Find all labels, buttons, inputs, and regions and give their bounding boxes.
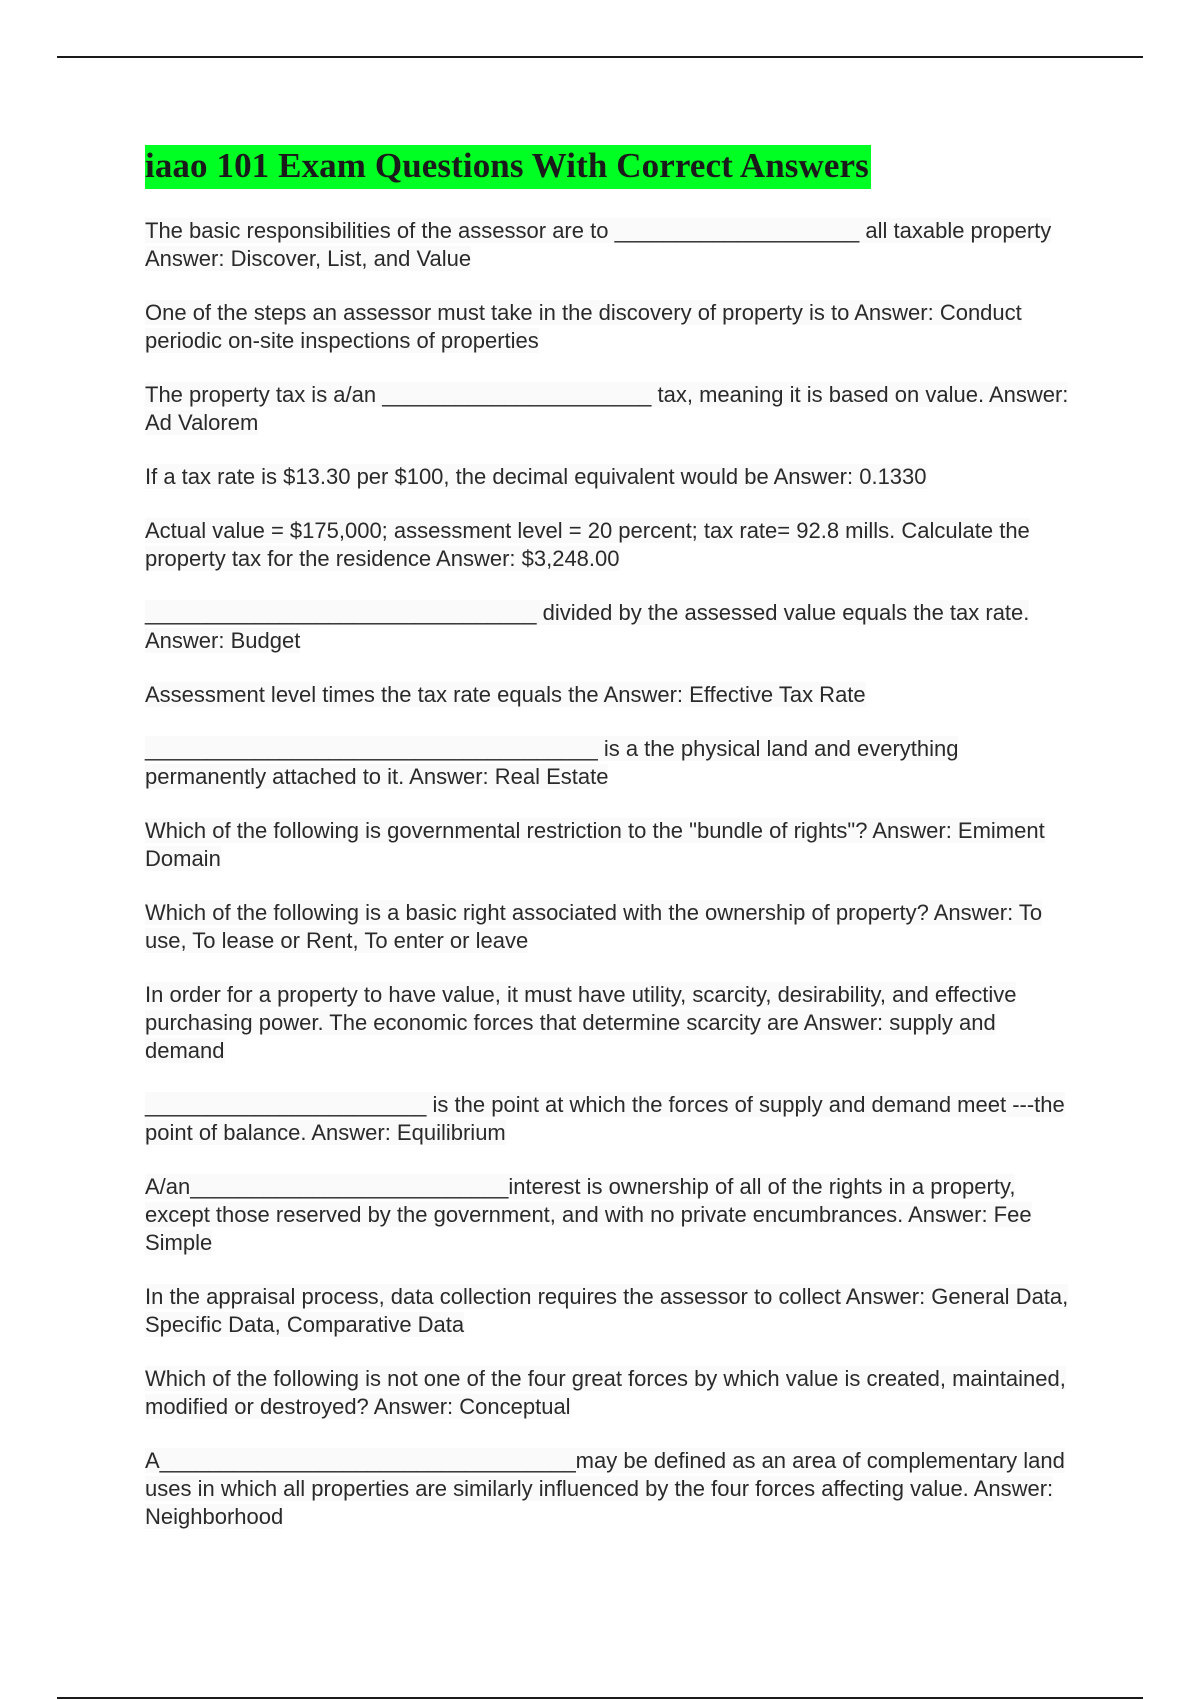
qa-item-14: In the appraisal process, data collection requires the assessor to collect Answer: General Data, Specific Data, Comparative Data (145, 1284, 1069, 1337)
qa-item-3: The property tax is a/an ______________________ tax, meaning it is based on value. Answer: Ad Valorem (145, 382, 1069, 435)
qa-list (145, 217, 1075, 1531)
qa-item-4: If a tax rate is $13.30 per $100, the decimal equivalent would be Answer: 0.1330 (145, 464, 927, 489)
qa-item-12: _______________________ is the point at which the forces of supply and demand meet ---the point of balance. Answer: Equilibrium (145, 1092, 1065, 1145)
qa-item-15: Which of the following is not one of the four great forces by which value is created, maintained, modified or destroyed? Answer: Conceptual (145, 1366, 1066, 1419)
qa-item-8: _____________________________________ is a the physical land and everything permanently attached to it. Answer: Real Estate (145, 736, 959, 789)
qa-item-16: A__________________________________may be defined as an area of complementary land uses in which all properties are similarly influenced by the four forces affecting value. Answer: Neighborhood (145, 1448, 1065, 1529)
qa-item-6: ________________________________ divided by the assessed value equals the tax rate. Answer: Budget (145, 600, 1030, 653)
qa-item-10: Which of the following is a basic right associated with the ownership of property? Answer: To use, To lease or Rent, To enter or leave (145, 900, 1043, 953)
qa-item-11: In order for a property to have value, it must have utility, scarcity, desirability, and effective purchasing power. The economic forces that determine scarcity are Answer: supply and demand (145, 982, 1017, 1063)
qa-item-5: Actual value = $175,000; assessment level = 20 percent; tax rate= 92.8 mills. Calculate the property tax for the residence Answer: $3,248.00 (145, 518, 1030, 571)
qa-item-7: Assessment level times the tax rate equals the Answer: Effective Tax Rate (145, 682, 866, 707)
document-title: iaao 101 Exam Questions With Correct Answers (145, 145, 871, 189)
header-rule (57, 56, 1143, 58)
document-body (145, 145, 1075, 1557)
qa-item-2: One of the steps an assessor must take in the discovery of property is to Answer: Conduct periodic on-site inspections of properties (145, 300, 1022, 353)
qa-item-13: A/an__________________________interest is ownership of all of the rights in a property, except those reserved by the government, and with no private encumbrances. Answer: Fee Simple (145, 1174, 1032, 1255)
footer-rule (57, 1697, 1143, 1699)
qa-item-1: The basic responsibilities of the assessor are to ____________________ all taxable property Answer: Discover, List, and Value (145, 218, 1052, 271)
qa-item-9: Which of the following is governmental restriction to the "bundle of rights"? Answer: Emiment Domain (145, 818, 1045, 871)
